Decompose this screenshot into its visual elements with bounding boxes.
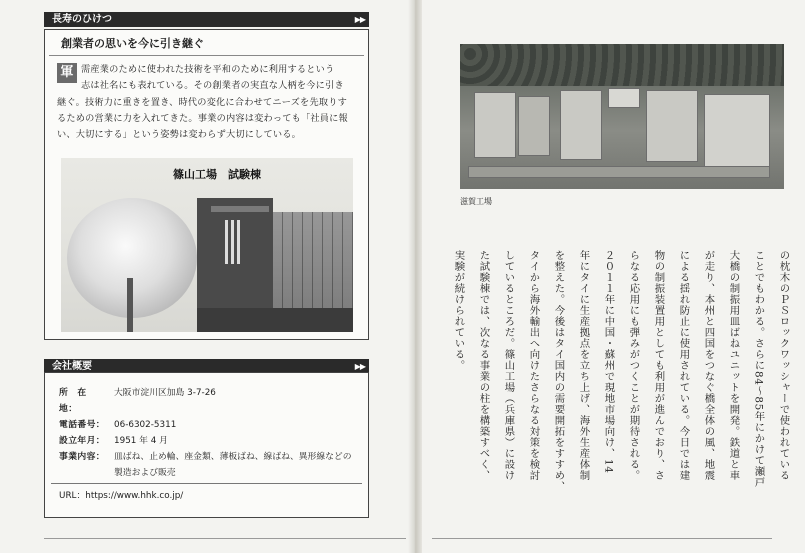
info-value: 1951 年 4 月	[114, 436, 168, 446]
info-value: 製造および販売	[114, 468, 176, 478]
double-arrow-icon: ▶▶	[354, 15, 365, 24]
company-info	[59, 385, 364, 481]
test-building-photo	[61, 158, 353, 332]
double-arrow-icon: ▶▶	[354, 362, 365, 371]
info-row	[59, 417, 364, 433]
factory-roof	[646, 90, 698, 162]
page-gutter	[408, 0, 422, 553]
text-column: ２０１１年に中国・蘇州で現地市場向け、14	[602, 250, 615, 474]
info-label: 所 在 地：	[59, 388, 96, 414]
building-sign	[211, 206, 269, 212]
factory-roof	[560, 90, 602, 160]
info-label: 事業内容：	[59, 452, 105, 462]
tree-trunk	[127, 278, 133, 332]
section-header-longevity	[44, 12, 369, 27]
body-text	[57, 62, 353, 143]
text-column: 年にタイに生産拠点を立ち上げ、海外生産体制	[577, 250, 590, 481]
text-column: 物の制振装置用としても利用が進んでおり、さ	[652, 250, 665, 481]
body-line: 志は社名にも表れている。その創業者の実直な人柄を今に引き	[81, 80, 344, 92]
body-line: るための営業に力を入れてきた。事業の内容は変わっても「社員に報	[57, 112, 348, 124]
text-column: タイから海外輸出へ向けたさらなる対策を検討	[527, 250, 540, 481]
text-column: ことでもわかる。さらに84〜85年にかけて瀬戸	[752, 250, 765, 488]
divider	[51, 483, 362, 484]
info-row	[59, 449, 364, 465]
section-header-label: 長寿のひけつ	[52, 14, 112, 25]
forest-area	[460, 44, 784, 86]
info-label: 設立年月：	[59, 436, 105, 446]
building-base	[197, 308, 353, 332]
text-column: 大橋の制振用皿ばねユニットを開発。鉄道と車	[727, 250, 740, 481]
factory-roof	[474, 92, 516, 158]
text-column: らなる応用にも弾みがつくことが期待される。	[627, 250, 640, 481]
drop-cap: 軍	[57, 63, 77, 83]
body-line: 需産業のために使われた技術を平和のために利用するという	[81, 64, 335, 75]
info-value: 06-6302-5311	[114, 420, 177, 430]
aerial-photo-caption: 滋賀工場	[460, 197, 492, 206]
photo-caption: 篠山工場 試験棟	[173, 168, 261, 181]
text-column: が走り、本州と四国をつなぐ橋全体の風、地震	[702, 250, 715, 481]
text-column: の枕木のＰＳロックワッシャーで使われている	[777, 250, 790, 481]
info-row	[59, 385, 364, 417]
info-value: 大阪市淀川区加島 3-7-26	[114, 388, 216, 398]
info-label: 電話番号：	[59, 420, 105, 430]
factory-roof	[608, 88, 640, 108]
shiga-factory-aerial-photo	[460, 44, 784, 189]
company-overview-box	[44, 372, 369, 518]
factory-roof	[704, 94, 770, 168]
text-column: を整えた。今後はタイ国内の需要開拓をすすめ、	[552, 250, 565, 492]
info-row	[59, 465, 364, 481]
bottom-rule	[44, 538, 406, 539]
info-label	[59, 465, 114, 481]
box-title: 創業者の思いを今に引き継ぐ	[49, 30, 364, 56]
section-header-label: 会社概要	[52, 361, 92, 372]
text-column: 実験が続けられている。	[452, 250, 465, 371]
info-row	[59, 433, 364, 449]
building-glass-facade	[273, 212, 353, 316]
building-windows	[225, 220, 243, 264]
text-column: た試験棟では、次なる事業の柱を構築すべく、	[477, 250, 490, 481]
longevity-box	[44, 29, 369, 340]
body-line: い、大切にする」という姿勢は変わらず大切にしている。	[57, 129, 302, 141]
info-value: 皿ばね、止め輪、座金類、薄板ばね、線ばね、異形線などの	[114, 452, 352, 462]
text-column: しているところだ。篠山工場（兵庫県）に設け	[502, 250, 515, 481]
body-line: 継ぐ。技術力に重きを置き、時代の変化に合わせてニーズを先取りす	[57, 96, 347, 108]
company-url: URL：https://www.hhk.co.jp/	[59, 491, 184, 501]
text-column: による揺れ防止に使用されている。今日では建	[677, 250, 690, 481]
factory-roof	[518, 96, 550, 156]
bottom-rule	[432, 538, 772, 539]
factory-road	[468, 166, 770, 178]
